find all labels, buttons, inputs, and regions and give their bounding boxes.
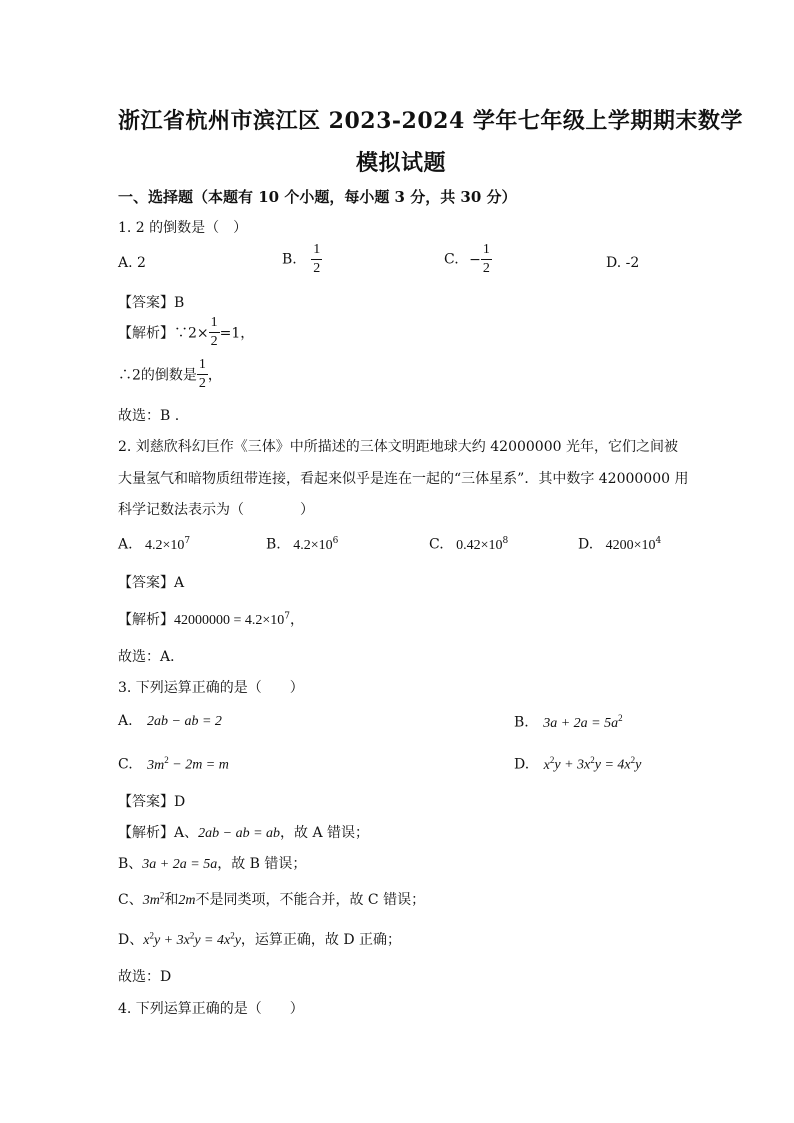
fraction-numerator: 1 <box>198 357 206 372</box>
q1-analysis <box>118 316 254 349</box>
exponent: 2 <box>590 755 595 765</box>
option-expression: 4200×10 <box>605 537 656 553</box>
q4-stem: 4. 下列运算正确的是（ ） <box>118 1001 304 1017</box>
analysis-label: C、 <box>118 892 143 908</box>
minus-sign: − <box>469 251 481 268</box>
exponent: 7 <box>284 611 291 622</box>
option-label: C. <box>429 536 444 553</box>
q1-option-b-label: B. <box>282 251 297 268</box>
option-label: B. <box>514 714 529 731</box>
term: y = 4x <box>194 933 231 948</box>
q1-option-b-fraction <box>311 243 322 276</box>
q2-option-d <box>578 536 661 554</box>
analysis-text-end: ，运算正确，故 D 正确； <box>240 932 402 948</box>
q2-analysis <box>118 609 304 629</box>
q3-option-a <box>118 713 222 730</box>
q1-option-d: D. -2 <box>606 255 640 271</box>
exponent: 4 <box>655 536 662 546</box>
analysis-label: D、 <box>118 932 144 948</box>
option-label: D. <box>578 536 594 553</box>
q3-option-d <box>514 755 641 774</box>
analysis-text: 【解析】∵2× <box>118 325 209 342</box>
analysis-text-end: ，故 B 错误； <box>217 856 307 872</box>
term: y <box>234 933 241 948</box>
analysis-expression: 42000000 = 4.2×10 <box>174 613 285 628</box>
analysis-text-end: =1， <box>219 325 255 342</box>
fraction-denominator: 2 <box>210 334 218 349</box>
page-title-line2: 模拟试题 <box>356 150 447 176</box>
analysis-label: B、 <box>118 856 143 872</box>
q2-option-c <box>429 536 508 554</box>
term: y + 3x <box>153 933 190 948</box>
option-expression: 4.2×10 <box>293 537 333 553</box>
analysis-text-end: ， <box>290 612 305 628</box>
q1-option-c-fraction <box>481 243 492 276</box>
option-label: B. <box>266 536 281 553</box>
q3-analysis-a <box>118 822 369 842</box>
term: x <box>143 933 150 948</box>
option-expression: 3m <box>147 757 165 773</box>
exponent: 2 <box>189 930 195 941</box>
q1-conclusion: 故选：B . <box>118 408 180 424</box>
q3-option-b <box>514 713 623 732</box>
q2-stem-line1: 2. 刘慈欣科幻巨作《三体》中所描述的三体文明距地球大约 42000000 光年，它们之间被 <box>118 439 678 455</box>
fraction-numerator: 1 <box>210 315 218 330</box>
analysis-expression: 2ab − ab = ab <box>198 826 281 841</box>
q3-stem: 3. 下列运算正确的是（ ） <box>118 680 304 696</box>
option-expression: 4.2×10 <box>145 537 185 553</box>
exponent: 7 <box>184 536 191 546</box>
exponent: 2 <box>164 755 169 765</box>
option-expression: 3a + 2a = 5a <box>543 715 619 731</box>
option-label: A. <box>118 536 133 553</box>
q3-option-c <box>118 755 229 774</box>
exponent: 2 <box>618 713 623 723</box>
exponent: 2 <box>549 755 555 765</box>
option-label: C. <box>118 756 133 773</box>
q3-analysis-b <box>118 853 306 873</box>
exponent: 2 <box>149 930 154 941</box>
q1-option-c-label: C. <box>444 251 459 268</box>
q1-stem: 1. 2 的倒数是（ ） <box>118 220 248 236</box>
analysis-label: 【解析】A、 <box>118 825 199 841</box>
option-label: D. <box>514 756 530 773</box>
q3-answer: 【答案】D <box>118 794 186 810</box>
analysis-text-end: ，故 A 错误； <box>280 825 370 841</box>
q1-option-b <box>282 243 322 276</box>
q1-option-a: A. 2 <box>118 255 146 271</box>
exponent: 8 <box>502 536 509 546</box>
q2-option-b <box>266 536 338 554</box>
q2-stem-line3: 科学记数法表示为（ ） <box>118 502 314 518</box>
q2-conclusion: 故选：A． <box>118 649 185 665</box>
option-expression: 2ab − ab = 2 <box>147 714 222 729</box>
option-expression: 0.42×10 <box>456 537 503 553</box>
q1-therefore <box>118 358 222 391</box>
q1-option-c <box>444 243 492 276</box>
q1-answer: 【答案】B <box>118 295 185 311</box>
q2-option-a <box>118 536 190 554</box>
term: y = 4x <box>594 757 631 773</box>
exponent: 2 <box>230 930 235 941</box>
analysis-fraction <box>209 316 220 349</box>
option-label: A. <box>118 713 133 729</box>
fraction-denominator: 2 <box>198 376 206 391</box>
exponent: 2 <box>159 890 165 901</box>
analysis-text-end: 不是同类项，不能合并，故 C 错误； <box>195 892 426 908</box>
therefore-text: ∴2的倒数是 <box>118 367 197 384</box>
q3-analysis-c <box>118 889 425 909</box>
q3-conclusion: 故选：D <box>118 969 172 985</box>
analysis-expression: 2m <box>178 893 196 908</box>
fraction-numerator: 1 <box>482 242 490 257</box>
analysis-label: 【解析】 <box>118 612 174 628</box>
analysis-expression: 3m <box>142 893 160 908</box>
fraction-denominator: 2 <box>313 261 321 276</box>
q2-stem-line2: 大量氢气和暗物质纽带连接，看起来似乎是连在一起的“三体星系”．其中数字 42000000 用 <box>118 471 689 487</box>
section-heading: 一、选择题（本题有 10 个小题，每小题 3 分，共 30 分） <box>118 188 517 206</box>
therefore-fraction <box>197 358 208 391</box>
term: y <box>635 757 642 773</box>
q2-answer: 【答案】A <box>118 575 185 591</box>
option-expression-rest: − 2m = m <box>168 757 229 773</box>
term: x <box>543 757 550 773</box>
exponent: 6 <box>332 536 339 546</box>
exponent: 2 <box>630 755 636 765</box>
term: y + 3x <box>554 757 591 773</box>
fraction-denominator: 2 <box>482 261 490 276</box>
analysis-expression: 3a + 2a = 5a <box>142 857 218 872</box>
fraction-numerator: 1 <box>313 242 321 257</box>
page-title-line1: 浙江省杭州市滨江区 2023-2024 学年七年级上学期期末数学 <box>118 108 743 134</box>
analysis-text: 和 <box>164 892 179 908</box>
q3-analysis-d <box>118 929 401 949</box>
therefore-text-end: ， <box>207 367 222 384</box>
